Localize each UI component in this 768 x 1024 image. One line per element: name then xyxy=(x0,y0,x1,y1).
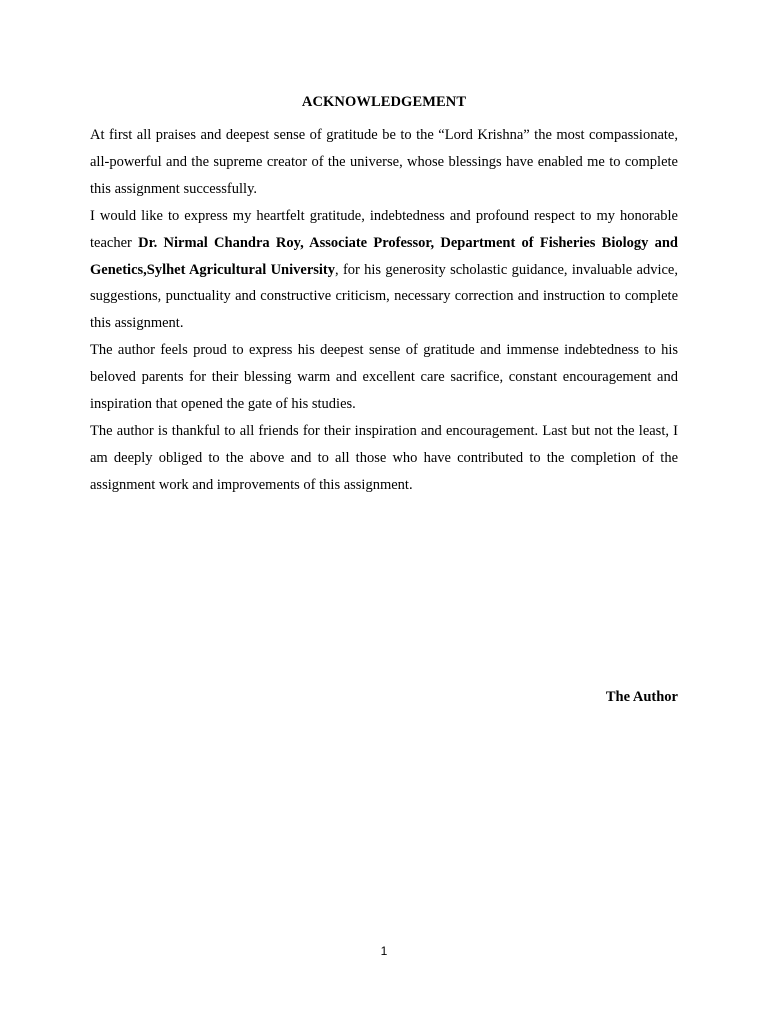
page-title: ACKNOWLEDGEMENT xyxy=(301,94,467,110)
teacher-name: Dr. Nirmal Chandra Roy, Associate Professor, Department of Fisheries Biology and Genetics,Sylhet Agricultural University xyxy=(90,234,678,278)
page-number: 1 xyxy=(380,944,388,958)
paragraph-4: The author is thankful to all friends for their inspiration and encouragement. Last but not the least, I am deeply obliged to the above and to all those who have contributed to the completion of the assignment work and improvements of this assignment. xyxy=(90,422,678,493)
paragraph-2 xyxy=(90,203,678,338)
paragraph-2-intro: I would like to express my heartfelt gratitude, indebtedness and profound respect to my honorable teacher xyxy=(90,207,678,251)
paragraph-3: The author feels proud to express his deepest sense of gratitude and immense indebtedness to his beloved parents for their blessing warm and excellent care sacrifice, constant encouragement and inspiration that opened the gate of his studies. xyxy=(90,342,678,413)
acknowledgement-body xyxy=(90,122,678,499)
signature: The Author xyxy=(605,689,678,705)
paragraph-2-rest: , for his generosity scholastic guidance, invaluable advice, suggestions, punctuality and constructive criticism, necessary correction and instruction to complete this assignment. xyxy=(90,261,678,332)
paragraph-1: At first all praises and deepest sense of gratitude be to the “Lord Krishna” the most compassionate, all-powerful and the supreme creator of the universe, whose blessings have enabled me to complete this assignment successfully. xyxy=(90,127,678,197)
